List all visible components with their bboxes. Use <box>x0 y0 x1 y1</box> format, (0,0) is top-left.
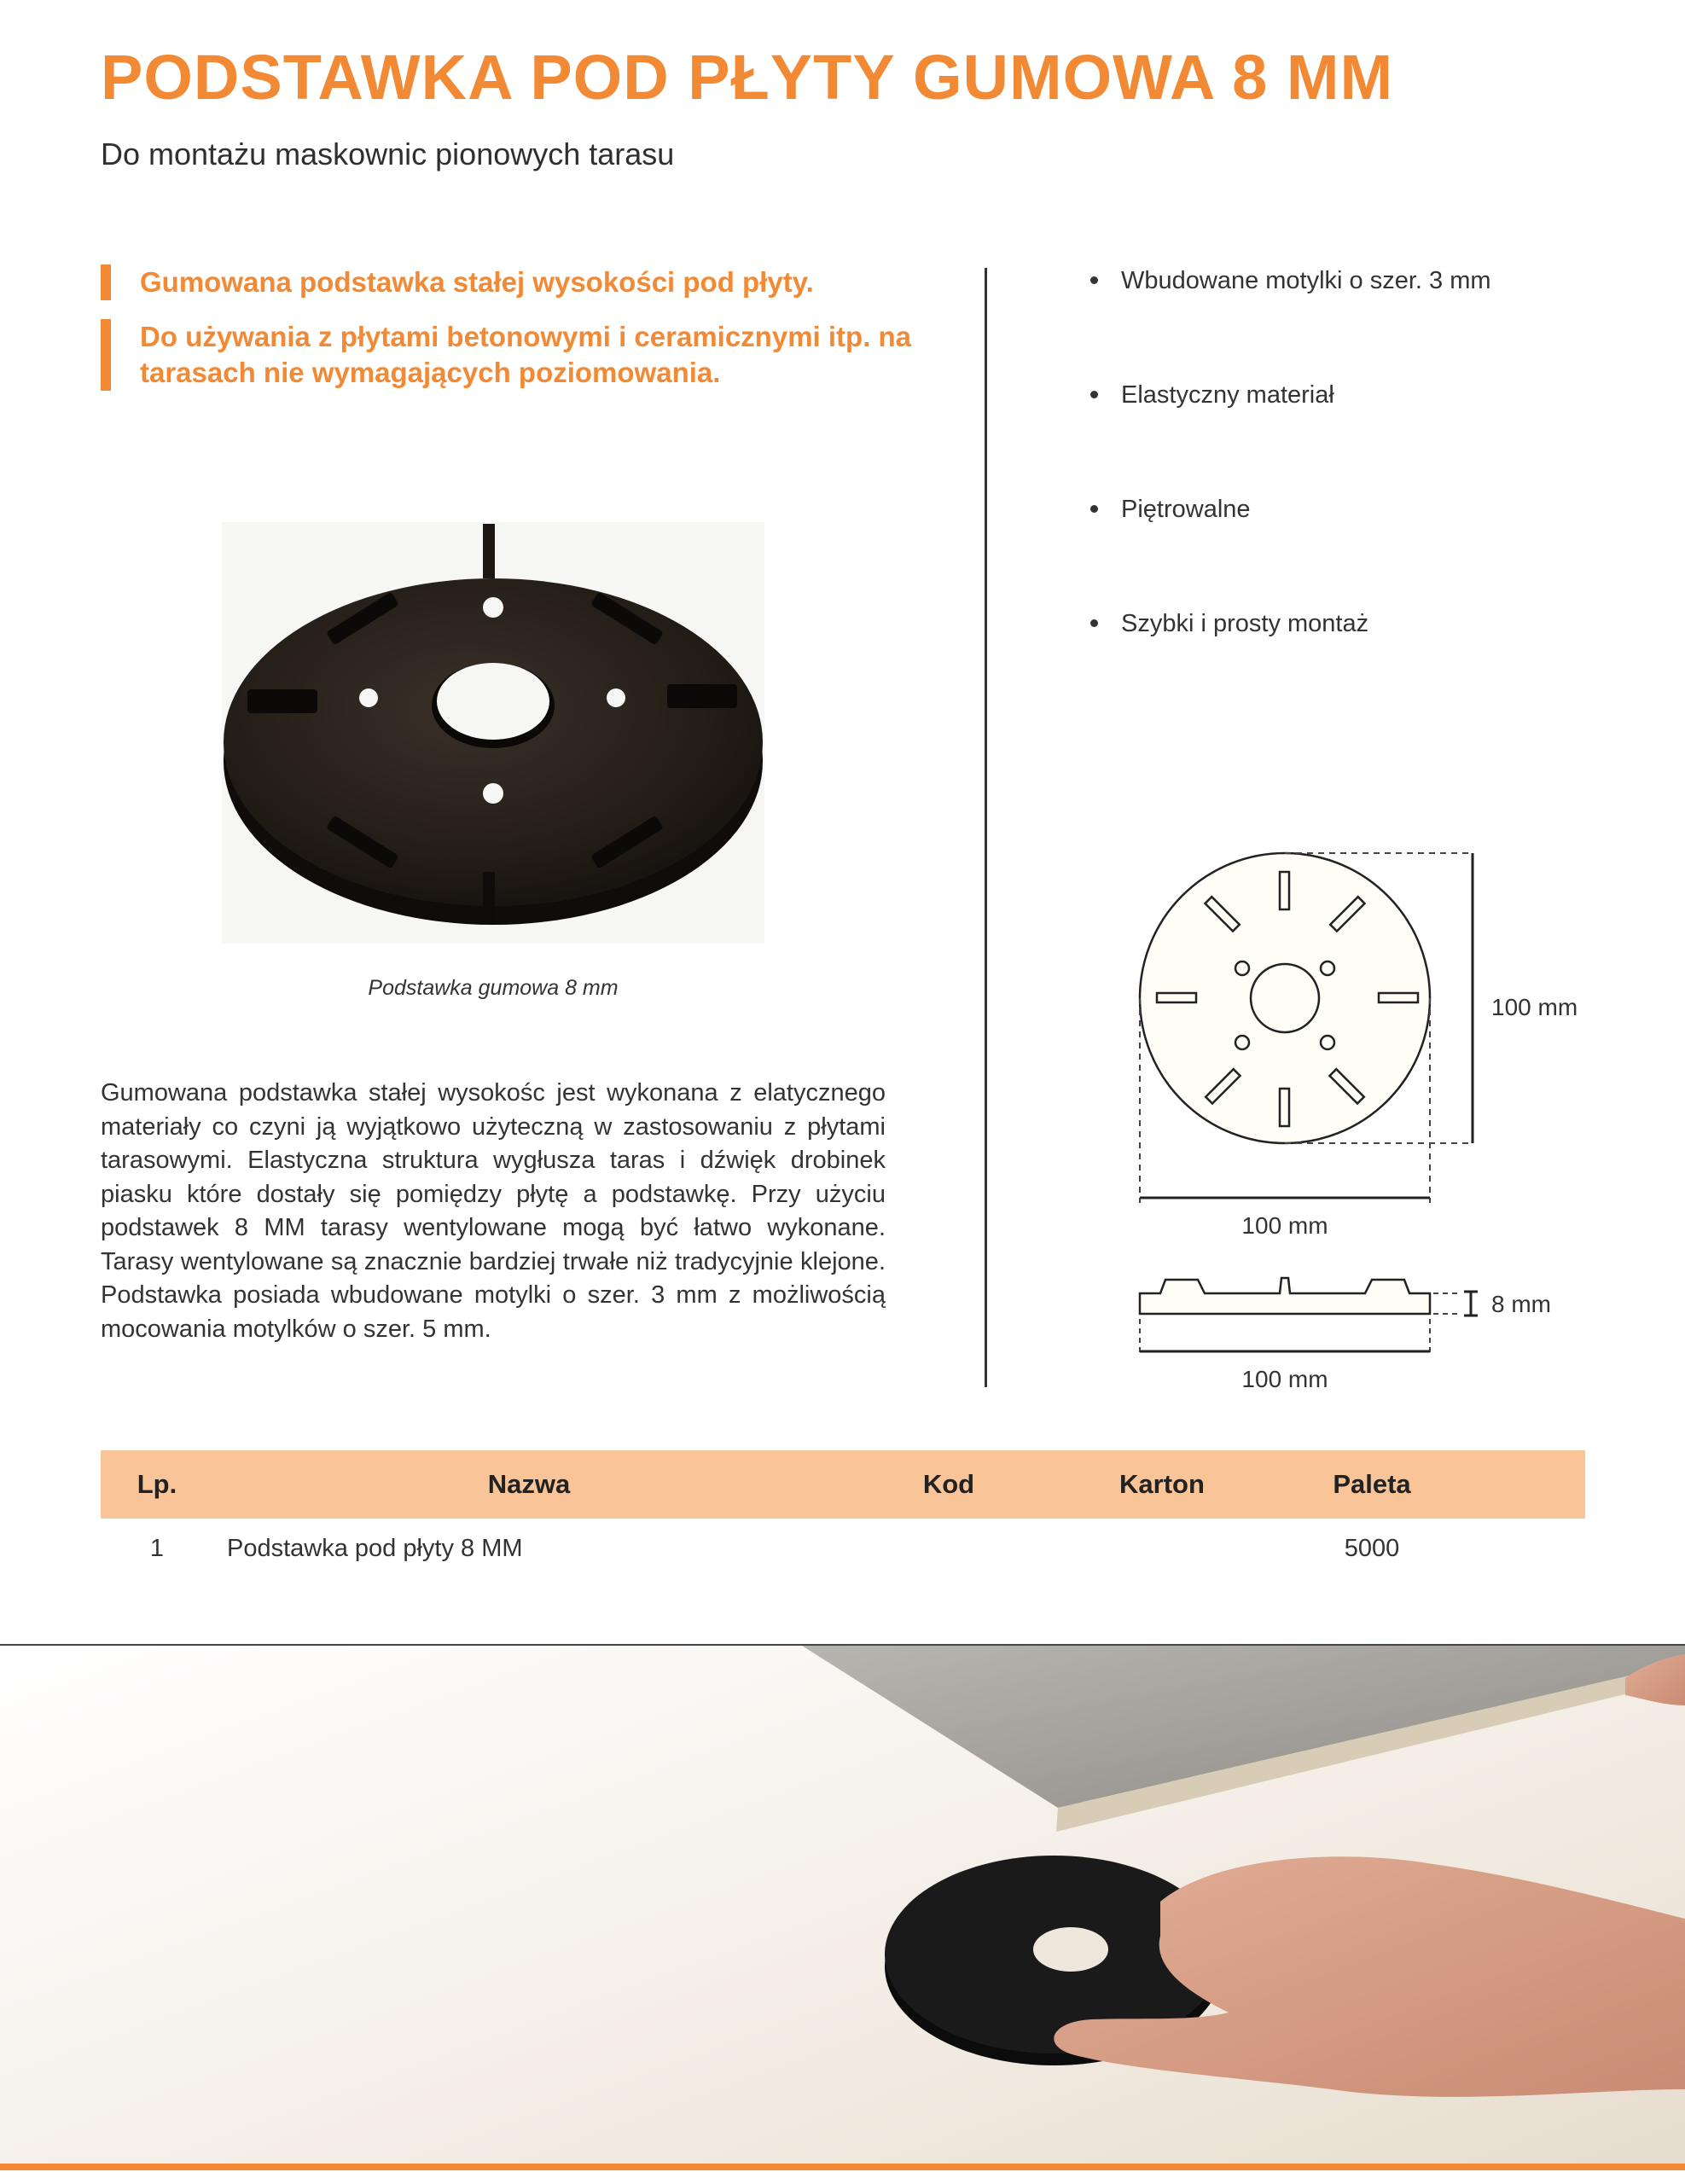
header-lp: Lp. <box>137 1469 177 1499</box>
column-divider <box>985 268 987 1387</box>
thickness-dimension-label: 8 mm <box>1491 1291 1551 1317</box>
product-description: Gumowana podstawka stałej wysokośc jest wykonana z elatycznego materiały co czyni ją wyjątkowo użyteczną w zastosowaniu z płytami tarasowymi. Elastyczna struktura wygłusza taras i dźwięk drobinek piasku które dostały się pomiędzy płytę a podstawkę. Przy użyciu podstawek 8 MM tarasy wentylowane mogą być łatwo wykonane. Tarasy wentylowane są znacznie bardziej trwałe niż tradycyjnie klejone. Podstawka posiada wbudowane motylki o szer. 3 mm z możliwością mocowania motylków o szer. 5 mm. <box>101 1079 886 1343</box>
width-dimension-label: 100 mm <box>1241 1212 1328 1239</box>
header-carton: Karton <box>1119 1469 1205 1499</box>
product-photo <box>222 522 764 944</box>
photo-caption: Podstawka gumowa 8 mm <box>368 976 619 1000</box>
highlight-1: Gumowana podstawka stałej wysokości pod płyty. <box>101 264 925 300</box>
feature-list <box>1090 261 1491 718</box>
page-subtitle: Do montażu maskownic pionowych tarasu <box>101 136 675 171</box>
installation-photo <box>0 1644 1685 2164</box>
header-pallet: Paleta <box>1333 1469 1411 1499</box>
cell-name: Podstawka pod płyty 8 MM <box>227 1534 523 1562</box>
feature-item: Szybki i prosty montaż <box>1090 604 1491 718</box>
technical-drawing <box>1109 845 1638 1408</box>
cell-pallet: 5000 <box>1344 1534 1400 1562</box>
cell-lp: 1 <box>149 1534 165 1562</box>
height-dimension-label: 100 mm <box>1491 994 1578 1020</box>
table-row <box>101 1519 1585 1578</box>
side-width-dimension-label: 100 mm <box>1241 1366 1328 1392</box>
product-table <box>101 1450 1585 1578</box>
header-name: Nazwa <box>487 1469 571 1499</box>
footer-accent-bar <box>0 2164 1685 2170</box>
table-header <box>101 1450 1585 1519</box>
highlight-2: Do używania z płytami betonowymi i ceramicznymi itp. na tarasach nie wymagających poziomowania. <box>101 319 925 391</box>
feature-item: Elastyczny materiał <box>1090 375 1491 490</box>
page-title: PODSTAWKA POD PŁYTY GUMOWA 8 MM <box>101 42 1394 113</box>
feature-item: Piętrowalne <box>1090 490 1491 604</box>
header-code: Kod <box>922 1469 975 1499</box>
feature-item: Wbudowane motylki o szer. 3 mm <box>1090 261 1491 375</box>
